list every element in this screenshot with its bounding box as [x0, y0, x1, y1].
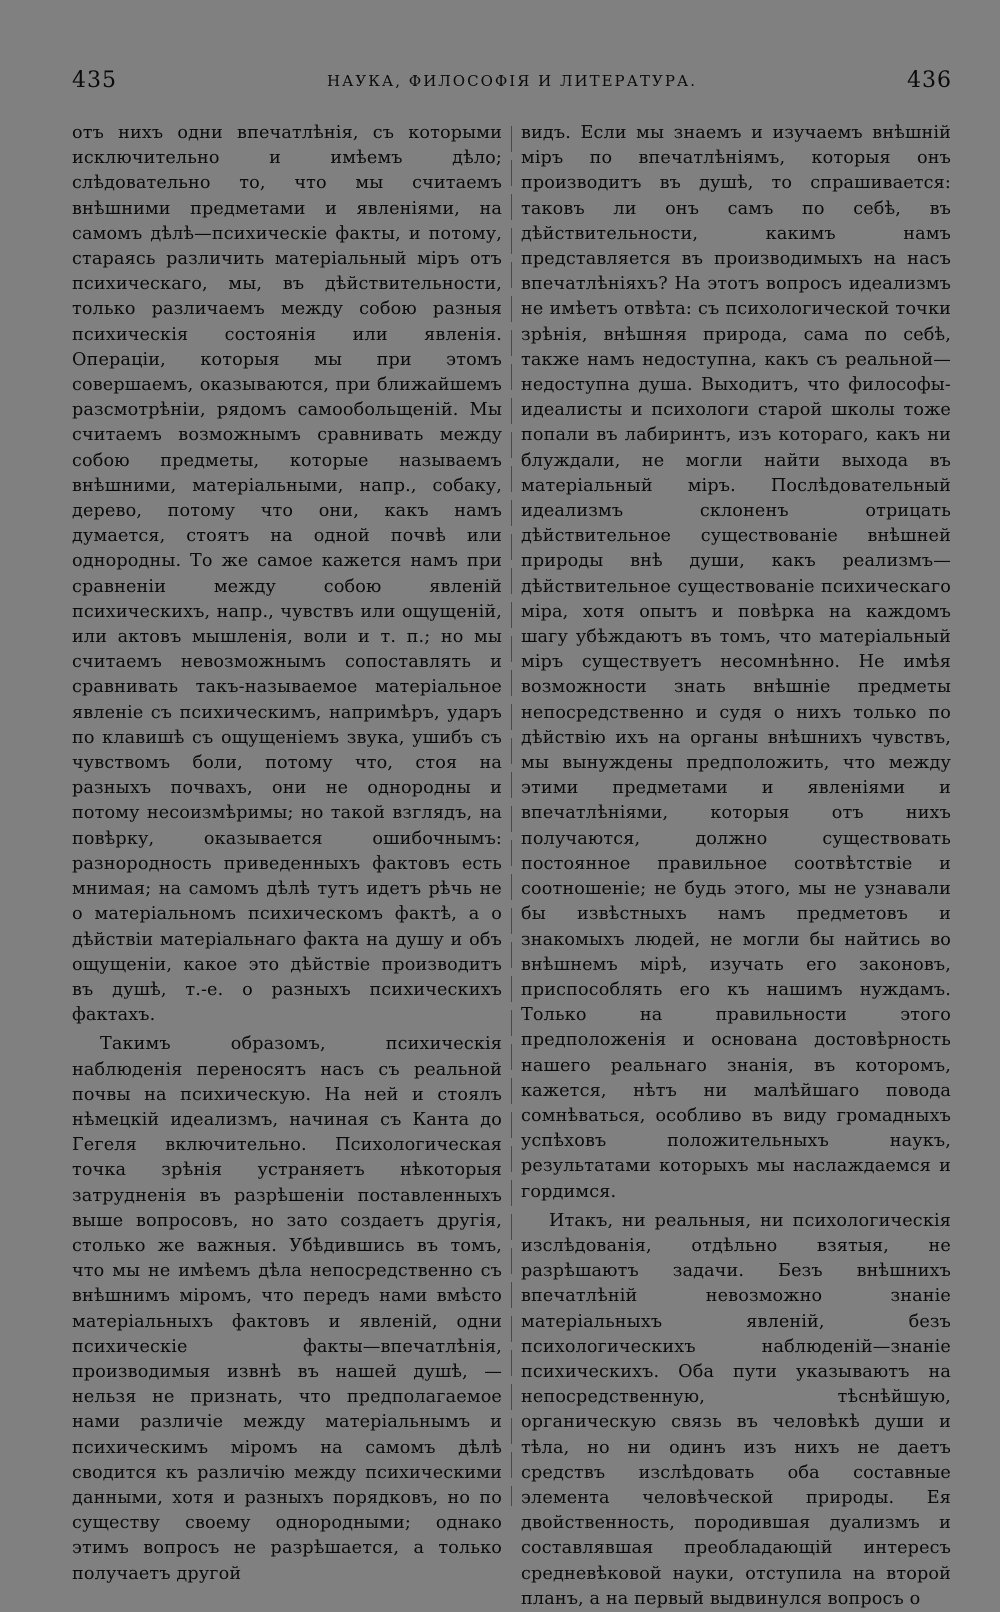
paragraph: Такимъ образомъ, психическія наблюденія переносятъ насъ съ реальной почвы на психическую. На ней и стоялъ нѣмецкій идеализмъ, начиная съ Канта до Гегеля включительно. Психологическая точка зрѣнія устраняетъ нѣкоторыя затрудненія въ разрѣшеніи поставленныхъ выше вопросовъ, но зато создаетъ другія, столько же важныя. Убѣдившись въ томъ, что мы не имѣемъ дѣла непосредственно съ внѣшнимъ міромъ, что передъ нами вмѣсто матеріальныхъ фактовъ и явленій, одни психическіе факты—впечатлѣнія, производимыя извнѣ въ нашей душѣ, —нельзя не признать, что предполагаемое нами различіе между матеріальнымъ и психическимъ міромъ на самомъ дѣлѣ сводится къ различію между психическими данными, хотя и разныхъ порядковъ, но по существу своему однородными; однако этимъ вопросъ не разрѣшается, а только получаетъ другой	[72, 1034, 502, 1584]
right-column	[521, 121, 951, 1612]
right-page-number: 436	[907, 68, 952, 93]
left-column	[72, 121, 502, 1587]
paragraph: видъ. Если мы знаемъ и изучаемъ внѣшній міръ по впечатлѣніямъ, которыя онъ производитъ въ душѣ, то спрашивается: таковъ ли онъ самъ по себѣ, въ дѣйствительности, какимъ намъ представляется въ производимыхъ на насъ впечатлѣніяхъ? На этотъ вопросъ идеализмъ не имѣетъ отвѣта: съ психологической точки зрѣнія, внѣшняя природа, сама по себѣ, также намъ недоступна, какъ съ реальной—недоступна душа. Выходитъ, что философы-идеалисты и психологи старой школы тоже попали въ лабиринтъ, изъ котораго, какъ ни блуждали, не могли найти выхода въ матеріальный міръ. Послѣдовательный идеализмъ склоненъ отрицать дѣйствительное существованіе внѣшней природы внѣ души, какъ реализмъ—дѣйствительное существованіе психическаго міра, хотя опытъ и повѣрка на каждомъ шагу убѣждаютъ въ томъ, что матеріальный міръ существуетъ несомнѣнно. Не имѣя возможности знать внѣшніе предметы непосредственно и судя о нихъ только по дѣйствію ихъ на органы внѣшнихъ чувствъ, мы вынуждены предположить, что между этими предметами и явленіями и впечатлѣніями, которыя отъ нихъ получаются, должно существовать постоянное правильное соотвѣтствіе и соотношеніе; не будь этого, мы не узнавали бы извѣстныхъ намъ предметовъ и знакомыхъ людей, не могли бы найтись во внѣшнемъ мірѣ, изучать его законовъ, приспособлять его къ нашимъ нуждамъ. Только на правильности этого предположенія и основана достовѣрность нашего реальнаго знанія, въ которомъ, кажется, нѣтъ ни малѣйшаго повода сомнѣваться, особливо въ виду громадныхъ успѣховъ положительныхъ наукъ, результатами которыхъ мы наслаждаемся и гордимся.	[521, 123, 951, 1202]
running-title: НАУКА, ФИЛОСОФІЯ И ЛИТЕРАТУРА.	[326, 72, 698, 90]
column-divider	[511, 126, 512, 1506]
left-page-number: 435	[72, 68, 117, 93]
paragraph: Итакъ, ни реальныя, ни психологическія изслѣдованія, отдѣльно взятыя, не разрѣшаютъ задачи. Безъ внѣшнихъ впечатлѣній невозможно знаніе матеріальныхъ явленій, безъ психологическихъ наблюденій—знаніе психическихъ. Оба пути указываютъ на непосредственную, тѣснѣйшую, органическую связь въ человѣкѣ души и тѣла, но ни одинъ изъ нихъ не даетъ средствъ изслѣдовать оба составные элемента человѣческой природы. Ея двойственность, породившая дуализмъ и составлявшая преобладающій интересъ средневѣковой науки, отступила на второй планъ, а на первый выдвинулся вопросъ о	[521, 1210, 951, 1609]
page-header	[72, 68, 952, 98]
paragraph: отъ нихъ одни впечатлѣнія, съ которыми исключительно и имѣемъ дѣло; слѣдовательно то, что мы считаемъ внѣшними предметами и явленіями, на самомъ дѣлѣ—психическіе факты, и потому, стараясь различить матеріальный міръ отъ психическаго, мы, въ дѣйствительности, только различаемъ между собою разныя психическія состоянія или явленія. Операціи, которыя мы при этомъ совершаемъ, оказываются, при ближайшемъ разсмотрѣніи, рядомъ самообольщеній. Мы считаемъ возможнымъ сравнивать между собою предметы, которые называемъ внѣшними, матеріальными, напр., собаку, дерево, потому что они, какъ намъ думается, стоятъ на одной почвѣ или однородны. То же самое кажется намъ при сравненіи между собою явленій психическихъ, напр., чувствъ или ощущеній, или актовъ мышленія, воли и т. п.; но мы считаемъ невозможнымъ сопоставлять и сравнивать такъ-называемое матеріальное явленіе съ психическимъ, напримѣръ, ударъ по клавишѣ съ ощущеніемъ звука, ушибъ съ чувствомъ боли, потому что, стоя на разныхъ почвахъ, они не однородны и потому несоизмѣримы; но такой взглядъ, на повѣрку, оказывается ошибочнымъ: разнородность приведенныхъ фактовъ есть мнимая; на самомъ дѣлѣ тутъ идетъ рѣчь не о матеріальномъ психическомъ фактѣ, а о дѣйствіи матеріальнаго факта на душу и объ ощущеніи, какое это дѣйствіе производитъ въ душѣ, т.-е. о разныхъ психическихъ фактахъ.	[72, 123, 502, 1026]
